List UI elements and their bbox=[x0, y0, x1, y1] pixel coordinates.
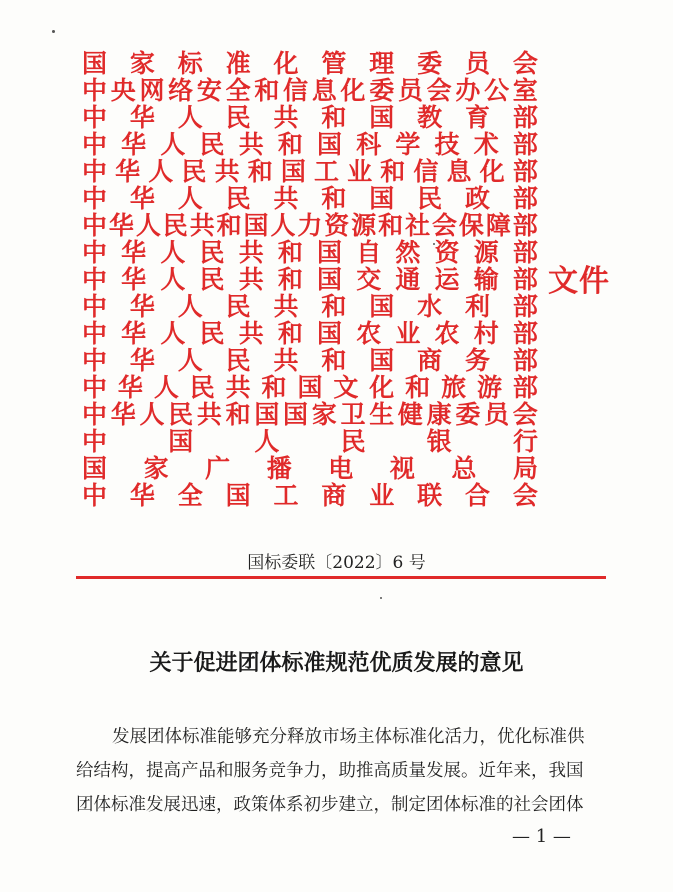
issuer-char: 人 bbox=[177, 292, 203, 321]
issuer-char: 部 bbox=[512, 346, 538, 375]
issuer-char: 部 bbox=[512, 211, 538, 240]
issuer-char: 委 bbox=[369, 76, 395, 105]
issuer-char: 部 bbox=[512, 157, 538, 186]
issuer-char: 部 bbox=[512, 373, 538, 402]
issuer-char: 网 bbox=[139, 76, 165, 105]
issuer-char: 教 bbox=[417, 103, 443, 132]
issuer-char: 人 bbox=[160, 130, 186, 159]
issuer-char: 人 bbox=[160, 319, 186, 348]
issuer-char: 部 bbox=[512, 265, 538, 294]
issuer-char: 华 bbox=[129, 292, 155, 321]
issuer-char: 中 bbox=[82, 157, 108, 186]
issuer-char: 家 bbox=[311, 400, 337, 429]
issuer-char: 华 bbox=[129, 346, 155, 375]
issuer-char: 化 bbox=[479, 157, 505, 186]
issuer-char: 国 bbox=[369, 103, 395, 132]
issuer-char: 总 bbox=[451, 454, 477, 483]
issuer-char: 和 bbox=[378, 211, 404, 240]
issuer-char: 人 bbox=[177, 103, 203, 132]
issuer-char: 中 bbox=[82, 400, 108, 429]
issuer-char: 准 bbox=[225, 49, 251, 78]
issuer-name bbox=[82, 374, 538, 401]
issuer-char: 力 bbox=[297, 211, 323, 240]
issuer-char: 息 bbox=[311, 76, 337, 105]
issuer-char: 民 bbox=[181, 157, 207, 186]
issuer-char: 共 bbox=[238, 130, 264, 159]
issuer-char: 部 bbox=[512, 103, 538, 132]
issuer-char: 和 bbox=[321, 103, 347, 132]
issuer-char: 安 bbox=[196, 76, 222, 105]
issuer-char: 和 bbox=[277, 130, 303, 159]
issuer-char: 家 bbox=[143, 454, 169, 483]
issuer-name bbox=[82, 131, 538, 158]
issuer-char: 中 bbox=[82, 373, 108, 402]
issuer-char: 员 bbox=[465, 49, 491, 78]
issuer-char: 国 bbox=[297, 373, 323, 402]
issuer-char: 国 bbox=[225, 481, 251, 510]
issuer-char: 人 bbox=[160, 265, 186, 294]
issuer-char: 国 bbox=[317, 130, 343, 159]
issuer-char: 国 bbox=[280, 157, 306, 186]
issuer-char: 政 bbox=[465, 184, 491, 213]
issuer-char: 管 bbox=[321, 49, 347, 78]
issuer-char: 部 bbox=[512, 130, 538, 159]
issuer-char: 国 bbox=[254, 400, 280, 429]
issuer-char: 术 bbox=[473, 130, 499, 159]
issuer-char: 中 bbox=[82, 292, 108, 321]
issuer-name bbox=[82, 401, 538, 428]
issuer-char: 共 bbox=[273, 292, 299, 321]
issuer-char: 技 bbox=[434, 130, 460, 159]
issuer-char: 商 bbox=[321, 481, 347, 510]
issuer-char: 和 bbox=[277, 265, 303, 294]
issuer-char: 人 bbox=[270, 211, 296, 240]
issuer-char: 会 bbox=[512, 49, 538, 78]
issuer-char: 和 bbox=[225, 400, 251, 429]
issuer-name bbox=[82, 320, 538, 347]
issuer-char: 电 bbox=[328, 454, 354, 483]
issuer-char: 旅 bbox=[441, 373, 467, 402]
issuer-char: 央 bbox=[110, 76, 136, 105]
issuer-char: 华 bbox=[129, 184, 155, 213]
issuer-char: 和 bbox=[321, 346, 347, 375]
issuer-char: 业 bbox=[347, 157, 373, 186]
issuer-char: 国 bbox=[168, 427, 194, 456]
issuer-char: 联 bbox=[417, 481, 443, 510]
issuer-name bbox=[82, 104, 538, 131]
issuer-char: 和 bbox=[277, 319, 303, 348]
issuer-char: 运 bbox=[434, 265, 460, 294]
issuer-char: 视 bbox=[389, 454, 415, 483]
issuer-char: 源 bbox=[473, 238, 499, 267]
issuer-char: 共 bbox=[225, 373, 251, 402]
issuer-char: 文 bbox=[333, 373, 359, 402]
issuer-char: 利 bbox=[465, 292, 491, 321]
issuer-char: 社 bbox=[405, 211, 431, 240]
issuer-char: 银 bbox=[426, 427, 452, 456]
issuer-char: 工 bbox=[273, 481, 299, 510]
issuer-char: 中 bbox=[82, 103, 108, 132]
body-line: 给结构，提高产品和服务竞争力，助推高质量发展。近年来，我国 bbox=[76, 761, 584, 781]
issuer-name bbox=[82, 158, 538, 185]
issuer-char: 会 bbox=[426, 76, 452, 105]
issuer-char: 民 bbox=[199, 319, 225, 348]
issuer-char: 人 bbox=[148, 157, 174, 186]
issuer-char: 国 bbox=[243, 211, 269, 240]
issuer-char: 理 bbox=[369, 49, 395, 78]
issuer-name bbox=[82, 77, 538, 104]
issuer-char: 华 bbox=[129, 103, 155, 132]
issuer-char: 人 bbox=[139, 400, 165, 429]
issuer-char: 全 bbox=[225, 76, 251, 105]
issuer-char: 通 bbox=[395, 265, 421, 294]
issuer-char: 行 bbox=[512, 427, 538, 456]
issuer-char: 华 bbox=[121, 319, 147, 348]
issuer-char: 播 bbox=[266, 454, 292, 483]
issuer-char: 会 bbox=[431, 211, 457, 240]
issuer-char: 化 bbox=[369, 373, 395, 402]
body-line: 发展团体标准能够充分释放市场主体标准化活力，优化标准供 bbox=[112, 727, 585, 747]
issuer-char: 源 bbox=[351, 211, 377, 240]
issuer-name bbox=[82, 212, 538, 239]
issuer-char: 中 bbox=[82, 427, 108, 456]
issuer-char: 公 bbox=[484, 76, 510, 105]
issuer-char: 民 bbox=[225, 346, 251, 375]
issuer-char: 局 bbox=[512, 454, 538, 483]
issuer-char: 化 bbox=[340, 76, 366, 105]
issuer-char: 民 bbox=[199, 238, 225, 267]
issuer-char: 资 bbox=[324, 211, 350, 240]
issuer-char: 部 bbox=[512, 238, 538, 267]
issuer-char: 国 bbox=[317, 265, 343, 294]
issuer-char: 和 bbox=[216, 211, 242, 240]
issuer-char: 信 bbox=[413, 157, 439, 186]
issuer-char: 员 bbox=[484, 400, 510, 429]
issuer-char: 委 bbox=[417, 49, 443, 78]
issuer-char: 科 bbox=[356, 130, 382, 159]
issuer-char: 民 bbox=[199, 265, 225, 294]
issuer-char: 中 bbox=[82, 319, 108, 348]
issuer-char: 华 bbox=[121, 265, 147, 294]
issuer-char: 育 bbox=[465, 103, 491, 132]
issuer-char: 中 bbox=[82, 184, 108, 213]
issuer-char: 民 bbox=[225, 292, 251, 321]
issuer-name bbox=[82, 185, 538, 212]
issuer-char: 然 bbox=[395, 238, 421, 267]
issuer-char: 和 bbox=[321, 184, 347, 213]
issuer-char: 信 bbox=[283, 76, 309, 105]
document-suffix: 文件 bbox=[548, 264, 610, 299]
issuer-char: 输 bbox=[473, 265, 499, 294]
issuer-name bbox=[82, 266, 538, 293]
issuer-name bbox=[82, 293, 538, 320]
issuer-char: 共 bbox=[238, 265, 264, 294]
document-number: 国标委联〔2022〕6 号 bbox=[247, 553, 426, 573]
issuer-char: 家 bbox=[129, 49, 155, 78]
issuer-char: 部 bbox=[512, 184, 538, 213]
issuer-char: 民 bbox=[189, 373, 215, 402]
issuer-name bbox=[82, 455, 538, 482]
issuer-char: 村 bbox=[473, 319, 499, 348]
issuer-char: 民 bbox=[168, 400, 194, 429]
issuer-char: 华 bbox=[121, 130, 147, 159]
issuer-char: 办 bbox=[455, 76, 481, 105]
issuer-char: 华 bbox=[117, 373, 143, 402]
issuer-char: 康 bbox=[426, 400, 452, 429]
issuer-char: 卫 bbox=[340, 400, 366, 429]
issuer-char: 中 bbox=[82, 346, 108, 375]
issuer-char: 和 bbox=[247, 157, 273, 186]
page-number: — 1 — bbox=[512, 826, 571, 847]
issuer-char: 自 bbox=[356, 238, 382, 267]
issuer-char: 国 bbox=[369, 184, 395, 213]
issuer-char: 工 bbox=[313, 157, 339, 186]
issuer-char: 和 bbox=[380, 157, 406, 186]
issuer-char: 国 bbox=[283, 400, 309, 429]
issuer-char: 息 bbox=[446, 157, 472, 186]
issuer-char: 共 bbox=[273, 184, 299, 213]
issuer-char: 委 bbox=[455, 400, 481, 429]
issuer-char: 民 bbox=[340, 427, 366, 456]
issuer-char: 健 bbox=[397, 400, 423, 429]
issuer-char: 游 bbox=[476, 373, 502, 402]
issuer-name bbox=[82, 428, 538, 455]
issuer-char: 全 bbox=[177, 481, 203, 510]
issuer-char: 资 bbox=[434, 238, 460, 267]
issuer-char: 共 bbox=[214, 157, 240, 186]
issuer-char: 中 bbox=[82, 238, 108, 267]
issuer-char: 学 bbox=[395, 130, 421, 159]
issuer-char: 国 bbox=[82, 49, 108, 78]
issuing-agencies-list bbox=[82, 50, 538, 509]
issuer-name bbox=[82, 239, 538, 266]
issuer-char: 络 bbox=[168, 76, 194, 105]
issuer-char: 中 bbox=[82, 265, 108, 294]
issuer-char: 共 bbox=[196, 400, 222, 429]
issuer-char: 和 bbox=[321, 292, 347, 321]
issuer-char: 合 bbox=[465, 481, 491, 510]
issuer-char: 广 bbox=[205, 454, 231, 483]
issuer-char: 民 bbox=[199, 130, 225, 159]
issuer-char: 人 bbox=[254, 427, 280, 456]
issuer-char: 标 bbox=[177, 49, 203, 78]
issuer-char: 中 bbox=[82, 76, 108, 105]
issuer-char: 共 bbox=[238, 319, 264, 348]
issuer-char: 共 bbox=[273, 346, 299, 375]
issuer-char: 农 bbox=[356, 319, 382, 348]
issuer-char: 国 bbox=[317, 319, 343, 348]
issuer-char: 业 bbox=[395, 319, 421, 348]
issuer-char: 和 bbox=[254, 76, 280, 105]
issuer-char: 共 bbox=[273, 103, 299, 132]
issuer-char: 农 bbox=[434, 319, 460, 348]
scan-speck bbox=[433, 243, 435, 245]
issuer-char: 部 bbox=[512, 292, 538, 321]
issuer-char: 人 bbox=[177, 184, 203, 213]
issuer-char: 共 bbox=[189, 211, 215, 240]
issuer-char: 人 bbox=[153, 373, 179, 402]
issuer-char: 中 bbox=[82, 130, 108, 159]
issuer-char: 交 bbox=[356, 265, 382, 294]
issuer-char: 国 bbox=[369, 346, 395, 375]
issuer-char: 部 bbox=[512, 319, 538, 348]
scan-speck bbox=[52, 30, 55, 33]
body-paragraph bbox=[76, 720, 606, 822]
issuer-char: 水 bbox=[417, 292, 443, 321]
issuer-char: 华 bbox=[108, 211, 134, 240]
issuer-char: 民 bbox=[162, 211, 188, 240]
issuer-char: 和 bbox=[405, 373, 431, 402]
issuer-char: 华 bbox=[129, 481, 155, 510]
issuer-char: 生 bbox=[369, 400, 395, 429]
issuer-char: 民 bbox=[417, 184, 443, 213]
issuer-char: 员 bbox=[397, 76, 423, 105]
issuer-name bbox=[82, 347, 538, 374]
issuer-char: 业 bbox=[369, 481, 395, 510]
issuer-char: 民 bbox=[225, 103, 251, 132]
issuer-char: 会 bbox=[512, 481, 538, 510]
issuer-char: 人 bbox=[160, 238, 186, 267]
issuer-name bbox=[82, 50, 538, 77]
document-title: 关于促进团体标准规范优质发展的意见 bbox=[149, 650, 524, 676]
issuer-char: 民 bbox=[225, 184, 251, 213]
issuer-char: 化 bbox=[273, 49, 299, 78]
issuer-char: 人 bbox=[177, 346, 203, 375]
issuer-char: 保 bbox=[458, 211, 484, 240]
issuer-char: 共 bbox=[238, 238, 264, 267]
issuer-char: 国 bbox=[369, 292, 395, 321]
issuer-char: 华 bbox=[115, 157, 141, 186]
issuer-char: 室 bbox=[512, 76, 538, 105]
issuer-char: 华 bbox=[110, 400, 136, 429]
issuer-char: 中 bbox=[82, 481, 108, 510]
issuer-char: 华 bbox=[121, 238, 147, 267]
issuer-char: 障 bbox=[485, 211, 511, 240]
body-line: 团体标准发展迅速，政策体系初步建立，制定团体标准的社会团体 bbox=[76, 795, 584, 815]
issuer-char: 务 bbox=[465, 346, 491, 375]
issuer-char: 会 bbox=[512, 400, 538, 429]
issuer-char: 和 bbox=[277, 238, 303, 267]
issuer-char: 国 bbox=[317, 238, 343, 267]
issuer-char: 中 bbox=[82, 211, 108, 240]
issuer-char: 国 bbox=[82, 454, 108, 483]
red-divider-line bbox=[76, 576, 606, 579]
issuer-name bbox=[82, 482, 538, 509]
issuer-char: 和 bbox=[261, 373, 287, 402]
issuer-char: 商 bbox=[417, 346, 443, 375]
scan-speck bbox=[380, 597, 382, 599]
issuer-char: 人 bbox=[135, 211, 161, 240]
